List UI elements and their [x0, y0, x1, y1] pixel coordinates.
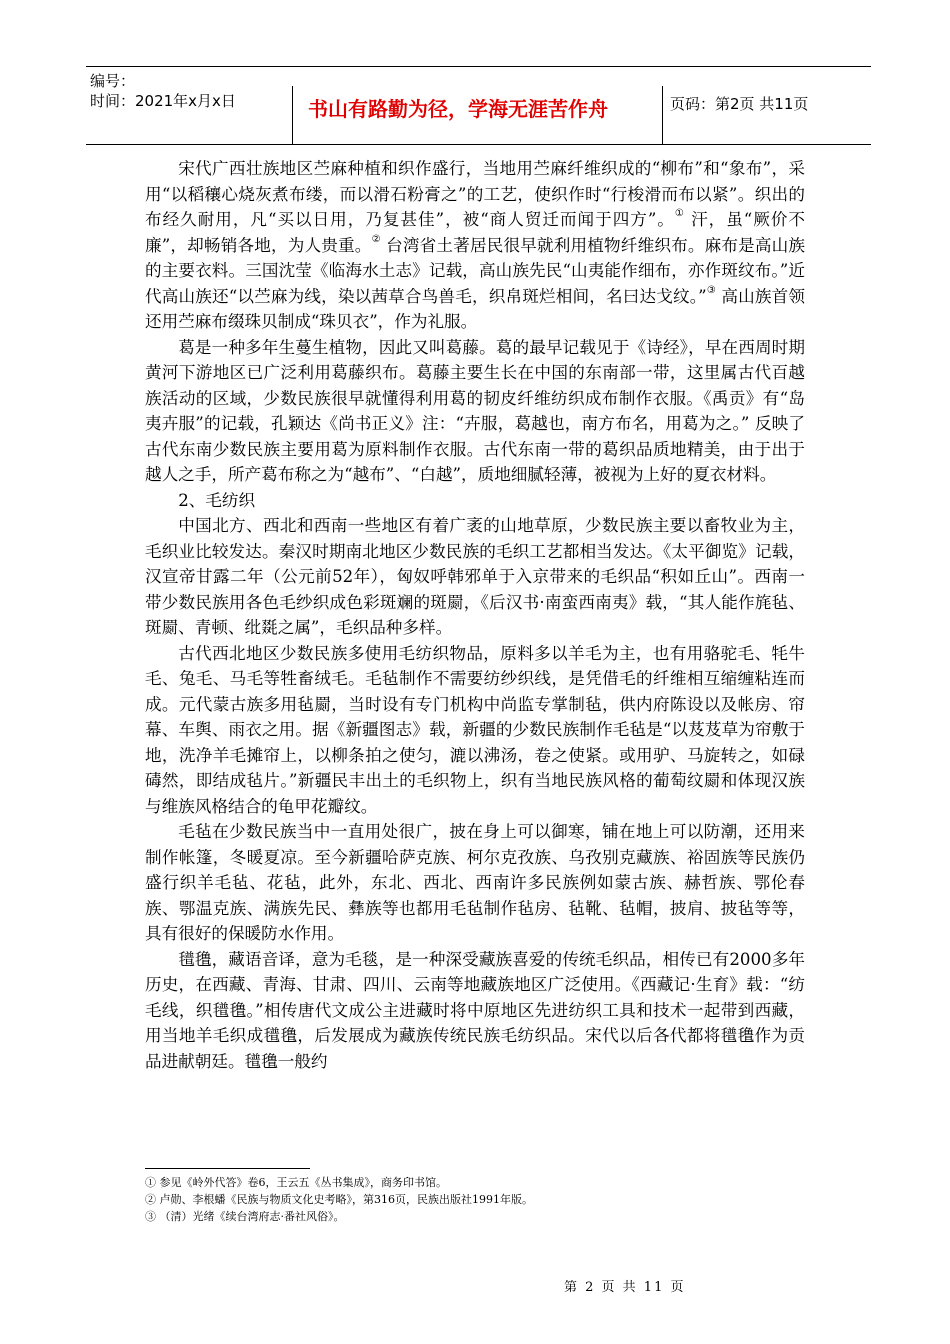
body-paragraph: [145, 819, 805, 947]
page-footer: 第 2 页 共 11 页: [564, 1280, 686, 1295]
paragraph-text: 2、毛纺织: [178, 490, 256, 510]
document-code-label: 编号：: [90, 72, 136, 90]
document-body: [145, 156, 805, 1074]
footnote-separator: [145, 1168, 310, 1169]
footnote-3: ③ （清）光绪《续台湾府志·番社风俗》。: [145, 1210, 345, 1223]
header-page-number: 页码：第2页 共11页: [670, 95, 809, 113]
paragraph-text: 葛是一种多年生蔓生植物，因此又叫葛藤。葛的最早记载见于《诗经》，早在西周时期黄河下游地区已广泛利用葛藤织布。葛藤主要生长在中国的东南部一带，这里属古代百越族活动的区域，少数民族很早就懂得利用葛的韧皮纤维纺织成布制作衣服。《禹贡》有“岛夷卉服”的记载，孔颖达《尚书正义》注：“卉服，葛越也，南方布名，用葛为之。” 反映了古代东南少数民族主要用葛为原料制作衣服。古代东南一带的葛织品质地精美，由于出于越人之手，所产葛布称之为“越布”、“白越”，质地细腻轻薄，被视为上好的夏衣材料。: [145, 337, 805, 484]
header-divider: [292, 86, 293, 144]
footnote-2: ② 卢勋、李根蟠《民族与物质文化史考略》，第316页，民族出版社1991年版。: [145, 1193, 533, 1206]
document-time-label: 时间：2021年x月x日: [90, 92, 236, 110]
footnote-marker: ①: [674, 208, 685, 219]
header-divider: [662, 86, 663, 144]
body-paragraph: [145, 513, 805, 641]
body-paragraph: [145, 947, 805, 1075]
body-paragraph: [145, 641, 805, 820]
footnote-1: ① 参见《岭外代答》卷6，王云五《丛书集成》，商务印书馆。: [145, 1176, 447, 1189]
header-top-rule: [86, 66, 871, 67]
footnote-marker: ②: [371, 233, 381, 245]
paragraph-text: 高山族首领还用苎麻布缀珠贝制成“珠贝衣”，作为礼服。: [145, 286, 806, 331]
paragraph-text: 台湾省土著居民很早就利用植物纤维织布。麻布是高山族的主要衣料。三国沈莹《临海水土志》记载，高山族先民“山夷能作细布，亦作斑纹布。”近代高山族还“以苎麻为线，染以茜草合鸟兽毛，织帛斑烂相间，名曰达戈纹。”: [145, 235, 806, 306]
header-motto: 书山有路勤为径，学海无涯苦作舟: [308, 97, 608, 121]
paragraph-text: 宋代广西壮族地区苎麻种植和织作盛行，当地用苎麻纤维织成的“柳布”和“象布”，采用“以稻穰心烧灰煮布缕，而以滑石粉膏之”的工艺，使织作时“行梭滑而布以紧”。织出的布经久耐用，凡“买以日用，乃复甚佳”，被“商人贸迁而闻于四方”。: [145, 159, 805, 229]
body-paragraph: [145, 488, 805, 514]
paragraph-text: 毛毡在少数民族当中一直用处很广，披在身上可以御寒，铺在地上可以防潮，还用来制作帐篷，冬暖夏凉。至今新疆哈萨克族、柯尔克孜族、乌孜别克藏族、裕固族等民族仍盛行织羊毛毡、花毡，此外，东北、西北、西南许多民族例如蒙古族、赫哲族、鄂伦春族、鄂温克族、满族先民、彝族等也都用毛毡制作毡房、毡靴、毡帽，披肩、披毡等等，具有很好的保暖防水作用。: [145, 822, 805, 943]
header-bottom-rule: [86, 144, 871, 145]
body-paragraph: [145, 156, 805, 335]
footnotes: [145, 1174, 805, 1225]
paragraph-text: 中国北方、西北和西南一些地区有着广袤的山地草原，少数民族主要以畜牧业为主，毛织业比较发达。秦汉时期南北地区少数民族的毛织工艺都相当发达。《太平御览》记载，汉宣帝甘露二年（公元前52年），匈奴呼韩邪单于入京带来的毛织品“积如丘山”。西南一带少数民族用各色毛纱织成色彩斑斓的斑罽，《后汉书·南蛮西南夷》载，“其人能作旄毡、斑罽、青顿、纰毲之属”，毛织品种多样。: [145, 516, 805, 637]
page-header: [86, 66, 871, 146]
footnote-marker: ③: [706, 284, 716, 296]
paragraph-text: 古代西北地区少数民族多使用毛纺织物品，原料多以羊毛为主，也有用骆驼毛、牦牛毛、兔毛、马毛等牲畜绒毛。毛毡制作不需要纺纱织线，是凭借毛的纤维相互缩缠粘连而成。元代蒙古族多用毡罽，当时设有专门机构中尚监专掌制毡，供内府陈设以及帐房、帘幕、车舆、雨衣之用。据《新疆图志》载，新疆的少数民族制作毛毡是“以芨芨草为帘敷于地，洗净羊毛摊帘上，以柳条拍之使匀，漉以沸汤，卷之使紧。或用驴、马旋转之，如碌碡然，即结成毡片。”新疆民丰出土的毛织物上，织有当地民族风格的葡萄纹罽和体现汉族与维族风格结合的龟甲花瓣纹。: [145, 643, 805, 816]
paragraph-text: 汗，虽“厥价不廉”，却畅销各地，为人贵重。: [145, 210, 805, 255]
body-paragraph: [145, 335, 805, 488]
paragraph-text: 氆氇，藏语音译，意为毛毯，是一种深受藏族喜爱的传统毛织品，相传已有2000多年历史，在西藏、青海、甘肃、四川、云南等地藏族地区广泛使用。《西藏记·生育》载：“纺毛线，织氆氇。”相传唐代文成公主进藏时将中原地区先进纺织工具和技术一起带到西藏，用当地羊毛织成氆氇，后发展成为藏族传统民族毛纺织品。宋代以后各代都将氆氇作为贡品进献朝廷。氆氇一般约: [145, 949, 805, 1071]
